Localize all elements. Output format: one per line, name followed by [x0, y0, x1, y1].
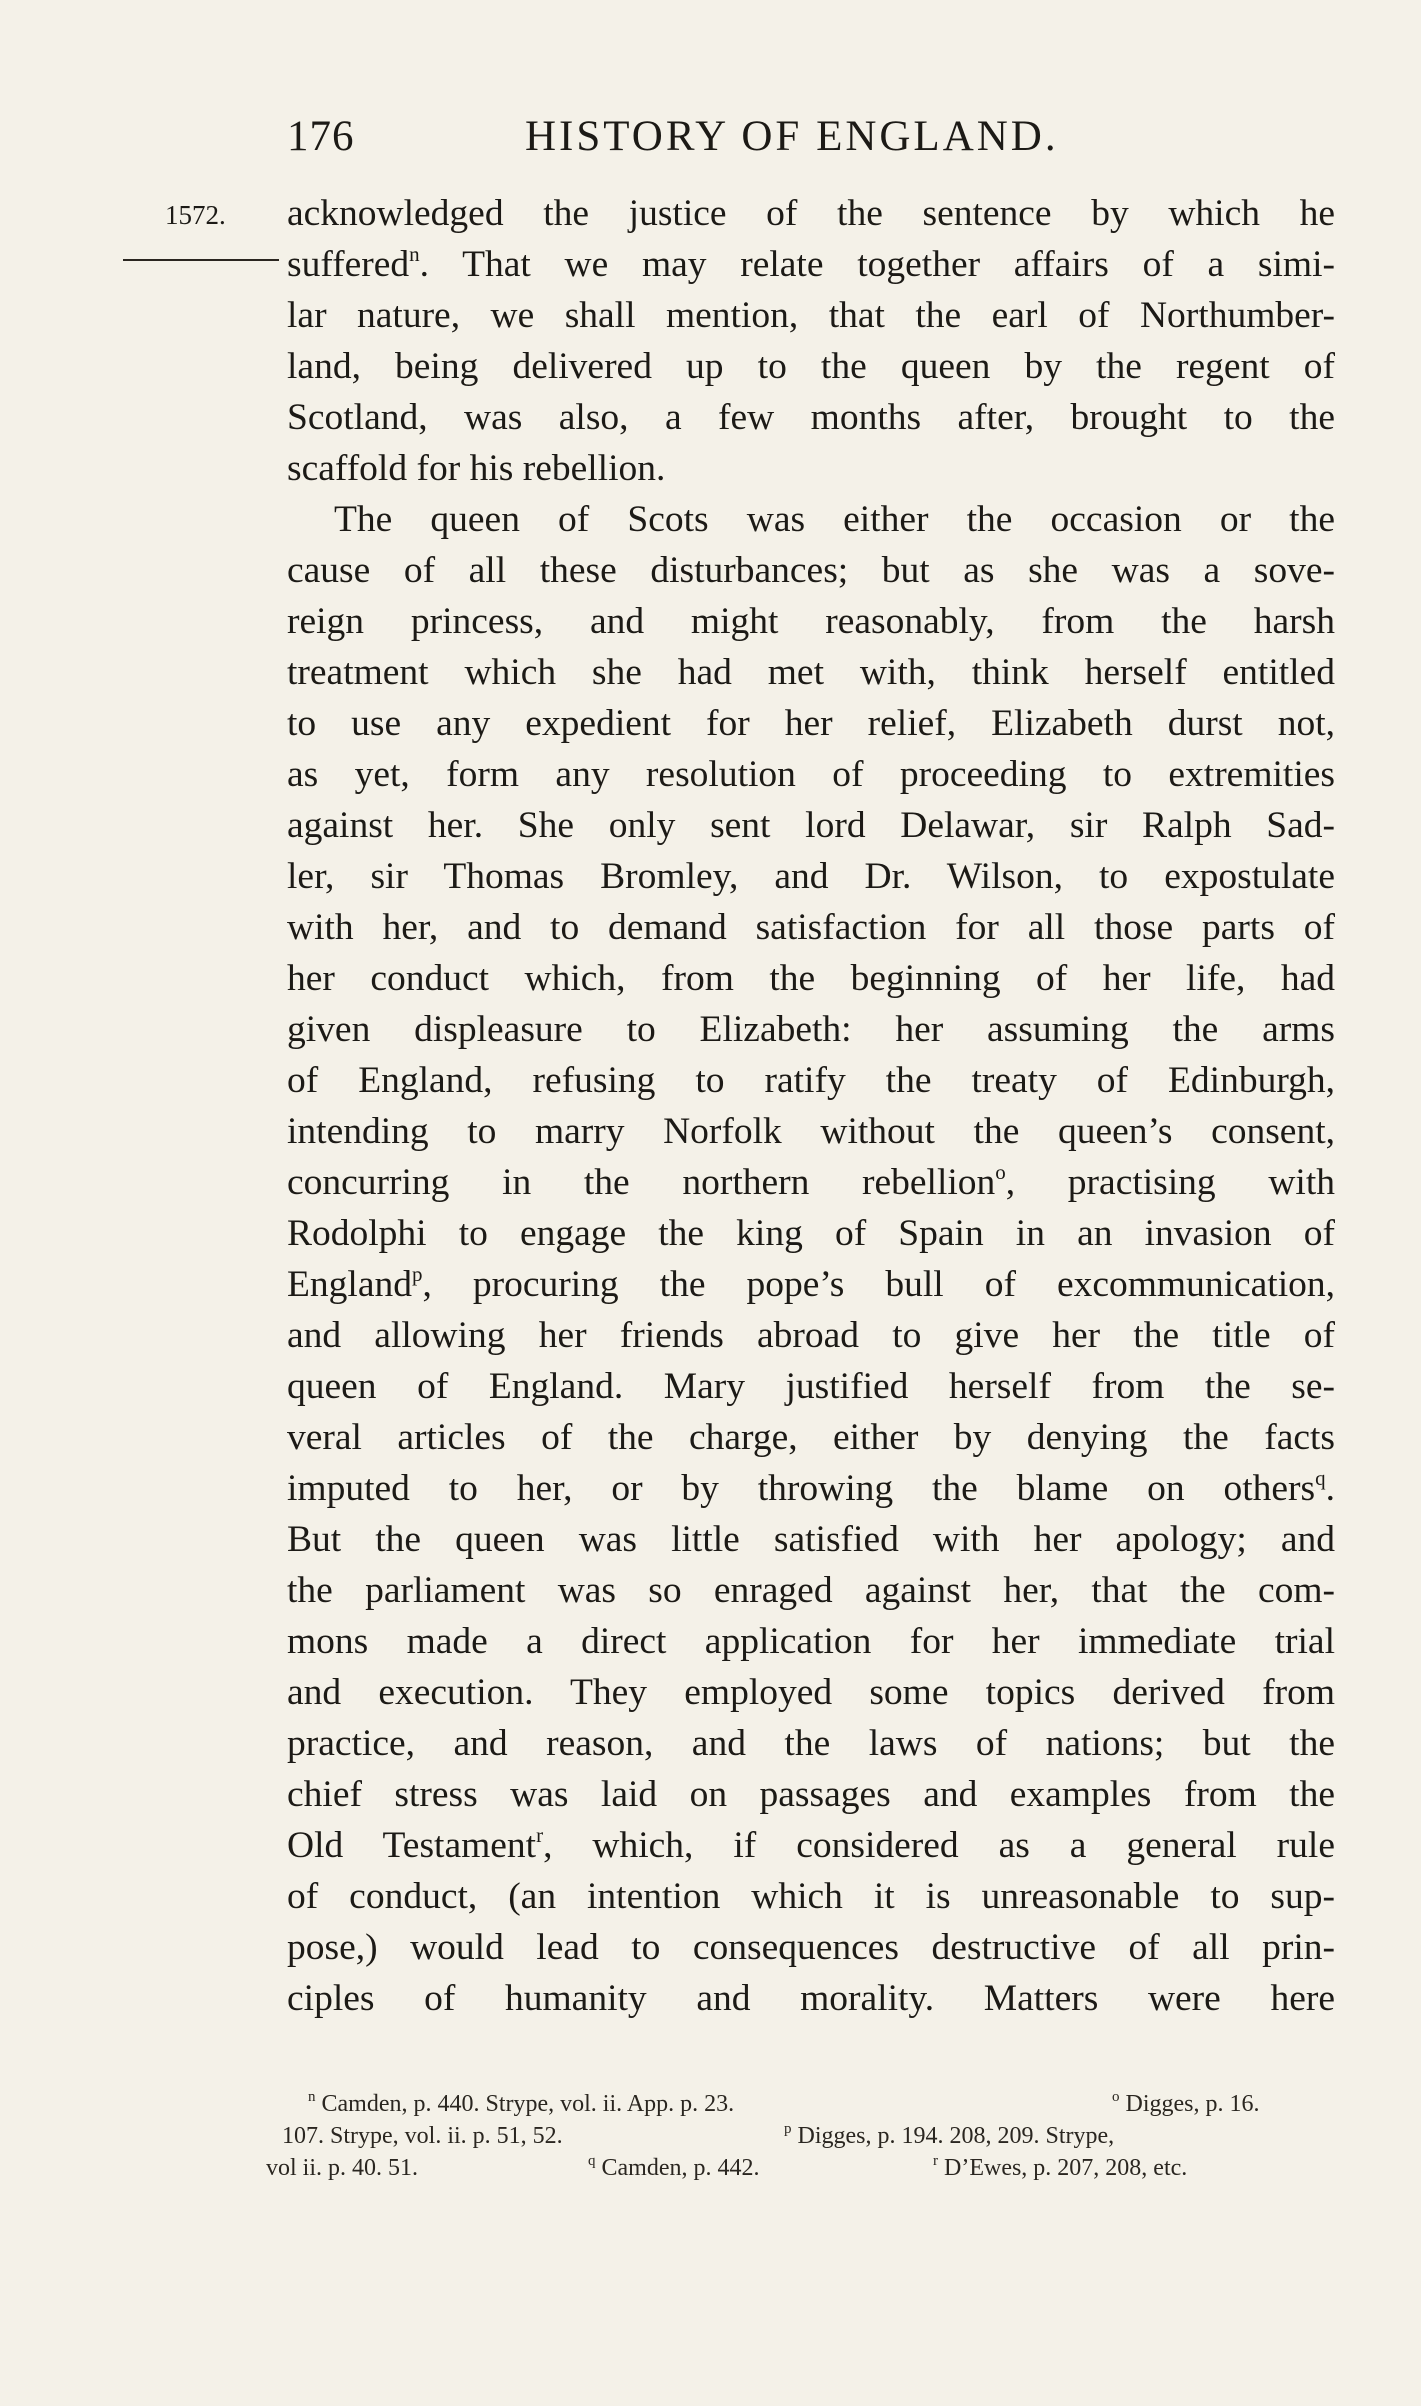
- footnotes: [266, 2088, 1335, 2184]
- text-line: of England, refusing to ratify the treaty of Edinburgh,: [287, 1060, 1335, 1101]
- body-text: [287, 188, 1335, 2024]
- text-line: of conduct, (an intention which it is unreasonable to sup-: [287, 1876, 1335, 1917]
- footnote-ref[interactable]: q: [1315, 1465, 1326, 1490]
- text-line: mons made a direct application for her immediate trial: [287, 1621, 1335, 1662]
- text-line: the parliament was so enraged against her, that the com-: [287, 1570, 1335, 1611]
- text-line: ciples of humanity and morality. Matters were here: [287, 1978, 1335, 2019]
- text-line: and allowing her friends abroad to give her the title of: [287, 1315, 1335, 1356]
- footnote-ref[interactable]: n: [409, 241, 420, 266]
- text-line: suffered$^n$. That we may relate together affairs of a simi-: [287, 241, 1335, 285]
- text-line: practice, and reason, and the laws of nations; but the: [287, 1723, 1335, 1764]
- text-line: The queen of Scots was either the occasion or the: [334, 499, 1335, 540]
- footnote-line: [266, 2088, 1335, 2120]
- text-line: intending to marry Norfolk without the queen’s consent,: [287, 1111, 1335, 1152]
- footnote-ref[interactable]: r: [536, 1822, 544, 1847]
- footnote-q: $^q$ Camden, p. 442.: [588, 2153, 760, 2181]
- page-number: 176: [287, 113, 355, 160]
- text-line: her conduct which, from the beginning of her life, had: [287, 958, 1335, 999]
- footnote-line: [266, 2152, 1335, 2184]
- text-line: with her, and to demand satisfaction for all those parts of: [287, 907, 1335, 948]
- running-header: [287, 112, 1335, 168]
- text-line: land, being delivered up to the queen by the regent of: [287, 346, 1335, 387]
- margin-year: 1572.: [165, 200, 226, 230]
- text-line: cause of all these disturbances; but as she was a sove-: [287, 550, 1335, 591]
- text-line: England$^p$, procuring the pope’s bull of excommunication,: [287, 1261, 1335, 1305]
- text-line: treatment which she had met with, think herself entitled: [287, 652, 1335, 693]
- footnote-n: $^n$ Camden, p. 440. Strype, vol. ii. App. p. 23.: [308, 2089, 735, 2117]
- text-line: against her. She only sent lord Delawar, sir Ralph Sad-: [287, 805, 1335, 846]
- text-line: scaffold for his rebellion.: [287, 448, 666, 489]
- text-line: imputed to her, or by throwing the blame on others$^q$.: [287, 1465, 1335, 1509]
- text-line: lar nature, we shall mention, that the earl of Northumber-: [287, 295, 1335, 336]
- text-line: Scotland, was also, a few months after, brought to the: [287, 397, 1335, 438]
- footnote-p: $^p$ Digges, p. 194. 208, 209. Strype,: [784, 2121, 1115, 2149]
- footnote-ref[interactable]: o: [995, 1159, 1006, 1184]
- running-title: HISTORY OF ENGLAND.: [525, 113, 1059, 160]
- text-line: But the queen was little satisfied with her apology; and: [287, 1519, 1335, 1560]
- text-line: given displeasure to Elizabeth: her assuming the arms: [287, 1009, 1335, 1050]
- text-line: chief stress was laid on passages and examples from the: [287, 1774, 1335, 1815]
- text-line: concurring in the northern rebellion$^o$, practising with: [287, 1159, 1335, 1203]
- margin-rule: [123, 259, 279, 261]
- text-line: to use any expedient for her relief, Elizabeth durst not,: [287, 703, 1335, 744]
- text-line: pose,) would lead to consequences destructive of all prin-: [287, 1927, 1335, 1968]
- text-line: acknowledged the justice of the sentence by which he: [287, 193, 1335, 234]
- footnote-o: $^o$ Digges, p. 16.: [1112, 2089, 1260, 2117]
- text-line: reign princess, and might reasonably, from the harsh: [287, 601, 1335, 642]
- text-line: and execution. They employed some topics derived from: [287, 1672, 1335, 1713]
- footnote-r: $^r$ D’Ewes, p. 207, 208, etc.: [933, 2153, 1188, 2181]
- text-line: veral articles of the charge, either by denying the facts: [287, 1417, 1335, 1458]
- footnote-p-cont: vol ii. p. 40. 51.: [266, 2155, 419, 2181]
- text-line: ler, sir Thomas Bromley, and Dr. Wilson, to expostulate: [287, 856, 1335, 897]
- text-line: Rodolphi to engage the king of Spain in an invasion of: [287, 1213, 1335, 1254]
- text-line: Old Testament$^r$, which, if considered as a general rule: [287, 1822, 1335, 1866]
- footnote-n-cont: 107. Strype, vol. ii. p. 51, 52.: [282, 2123, 563, 2149]
- footnote-ref[interactable]: p: [411, 1261, 423, 1286]
- text-line: as yet, form any resolution of proceeding to extremities: [287, 754, 1335, 795]
- text-line: queen of England. Mary justified herself from the se-: [287, 1366, 1335, 1407]
- footnote-line: [266, 2120, 1335, 2152]
